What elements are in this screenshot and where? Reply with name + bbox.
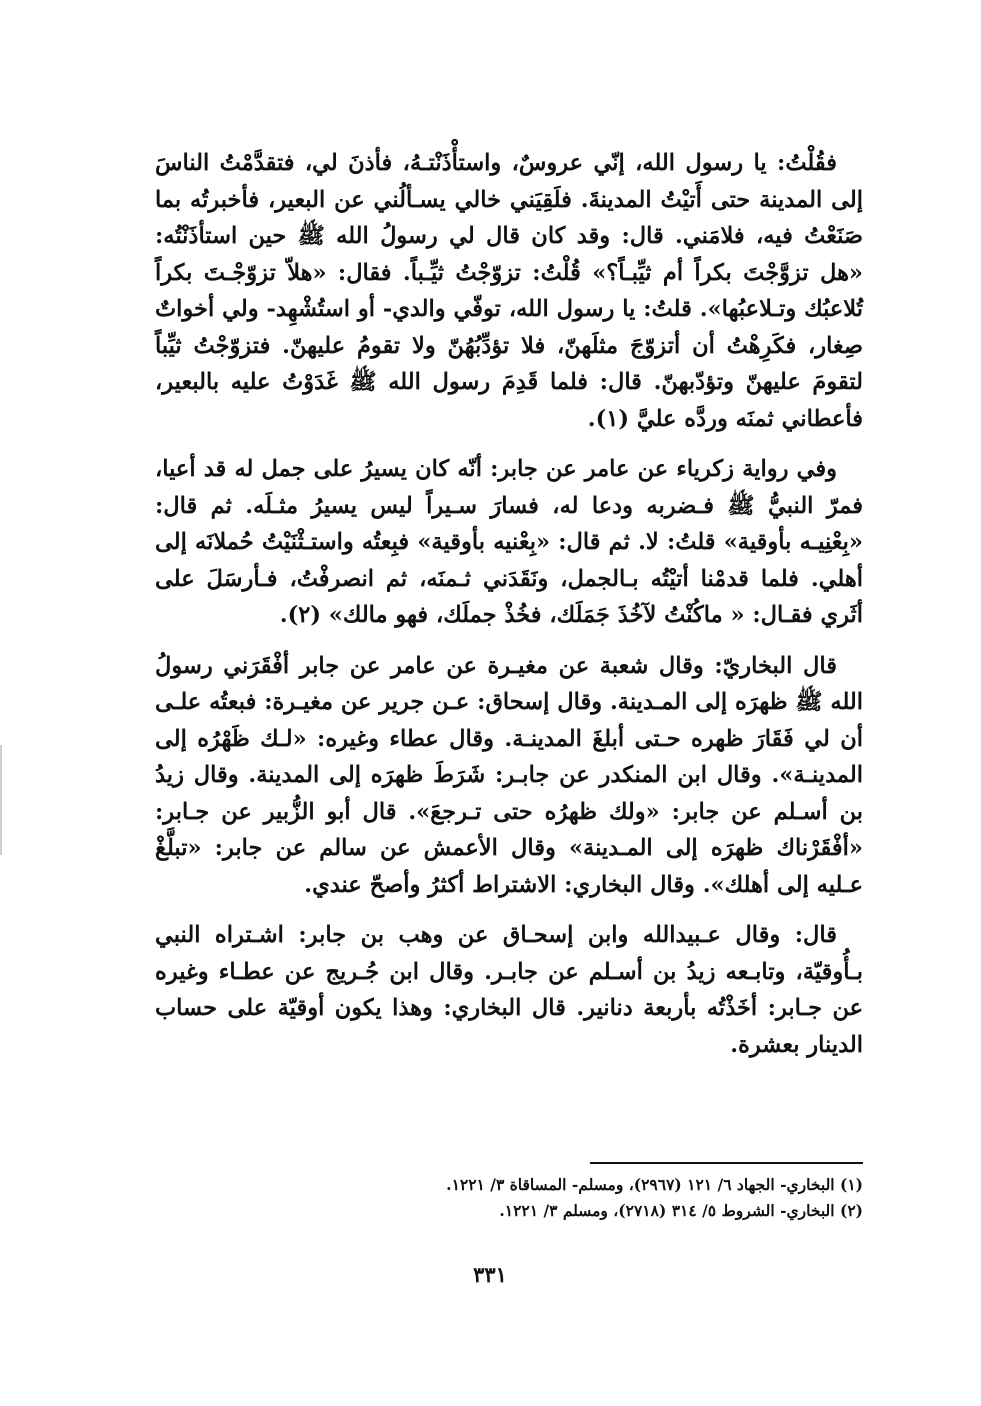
footnotes xyxy=(330,1172,863,1224)
paragraph-2: وفي رواية زكرياء عن عامر عن جابر: أنّه كان يسيرُ على جمل له قد أعيا، فمرّ النبيُّ ﷺ فـضربه ودعا له، فسارَ سـيراً ليس يسيرُ مثـلَه. ثم قال: «بِعْنِيـه بأوقية» قلتُ: لا. ثم قال: «بِعْنيه بأوقية» فبِعتُه واستـثْنَيْتُ حُملانَه إلى أهلي. فلما قدمْنا أتيْتُه بـالجمل، ونَقَدَني ثـمنَه، ثم انصرفْتُ، فـأرسَلَ على أثَري فقـال: « ماكُنْتُ لآخُذَ جَمَلَك، فخُذْ جملَك، فهو مالك» (٢). xyxy=(155,456,863,628)
margin-scan-mark xyxy=(0,745,2,855)
footnote-divider xyxy=(590,1162,863,1164)
paragraph-1: فقُلْتُ: يا رسول الله، إنّي عروسٌ، واستأْذَنْتـهُ، فأذنَ لي، فتقدَّمْتُ الناسَ إلى المدينة حتى أَتيْتُ المدينةَ. فلَقِيَني خالي يسـألُني عن البعير، فأخبرتُه بما صَنَعْتُ فيه، فلامَني. قال: وقد كان قال لي رسولُ الله ﷺ حين استأذَنْتُه: «هل تزوَّجْتَ بكراً أم ثيِّبـاً؟» قُلْتُ: تزوّجْتُ ثيِّـباً. فقال: «هلاّ تزوّجْـتَ بكراً تُلاعبُك وتـلاعبُها». قلتُ: يا رسول الله، توفّي والدي- أو استُشْهِد- ولي أخواتٌ صِغار، فكَرِهْتُ أن أتزوّجَ مثلَهنّ، فلا تؤدِّبُهُنّ ولا تقومُ عليهنّ. فتزوّجْتُ ثيِّباً لتقومَ عليهنّ وتؤدّبهنّ. قال: فلما قَدِمَ رسول الله ﷺ غَدَوْتُ عليه بالبعير، فأعطاني ثمنَه وردَّه عليَّ (١). xyxy=(155,150,863,432)
footnote-1: (١) البخاري- الجهاد ٦/ ١٢١ (٢٩٦٧)، ومسلم- المساقاة ٣/ ١٢٢١. xyxy=(446,1175,863,1194)
paragraph-3: قال البخاريّ: وقال شعبة عن مغيـرة عن عامر عن جابر أفْقَرَني رسولُ الله ﷺ ظهرَه إلى المـدينة. وقال إسحاق: عـن جرير عن مغيـرة: فبعتُه علـى أن لي فَقَارَ ظهره حـتى أبلغَ المدينـة. وقال عطاء وغيره: «لـك ظَهْرُه إلى المدينـة». وقال ابن المنكدر عن جابـر: شَرَطَ ظهرَه إلى المدينة. وقال زيدُ بن أسـلم عن جابر: «ولك ظهرُه حتى تـرجعَ». قال أبو الزُّبير عن جـابر: «أفْقَرْناك ظهرَه إلى المـدينة» وقال الأعمش عن سالم عن جابر: «تبلَّغْ عـليه إلى أهلك». وقال البخاري: الاشتراط أكثرُ وأصحّ عندي. xyxy=(155,652,863,898)
page-number: ٣٣١ xyxy=(473,1262,507,1287)
footnote-2: (٢) البخاري- الشروط ٥/ ٣١٤ (٢٧١٨)، ومسلم ٣/ ١٢٢١. xyxy=(499,1201,863,1220)
paragraph-4: قال: وقال عـبيدالله وابن إسحـاق عن وهب بن جابر: اشـتراه النبي بـأُوقيّة، وتابـعه زيدُ بن أسـلم عن جابـر. وقال ابن جُـريج عن عطـاء وغيره عن جـابر: أخَذْتُه بأربعة دنانير. قال البخاري: وهذا يكون أوقيّة على حساب الدينار بعشرة. xyxy=(155,922,863,1058)
main-text xyxy=(155,145,863,1077)
